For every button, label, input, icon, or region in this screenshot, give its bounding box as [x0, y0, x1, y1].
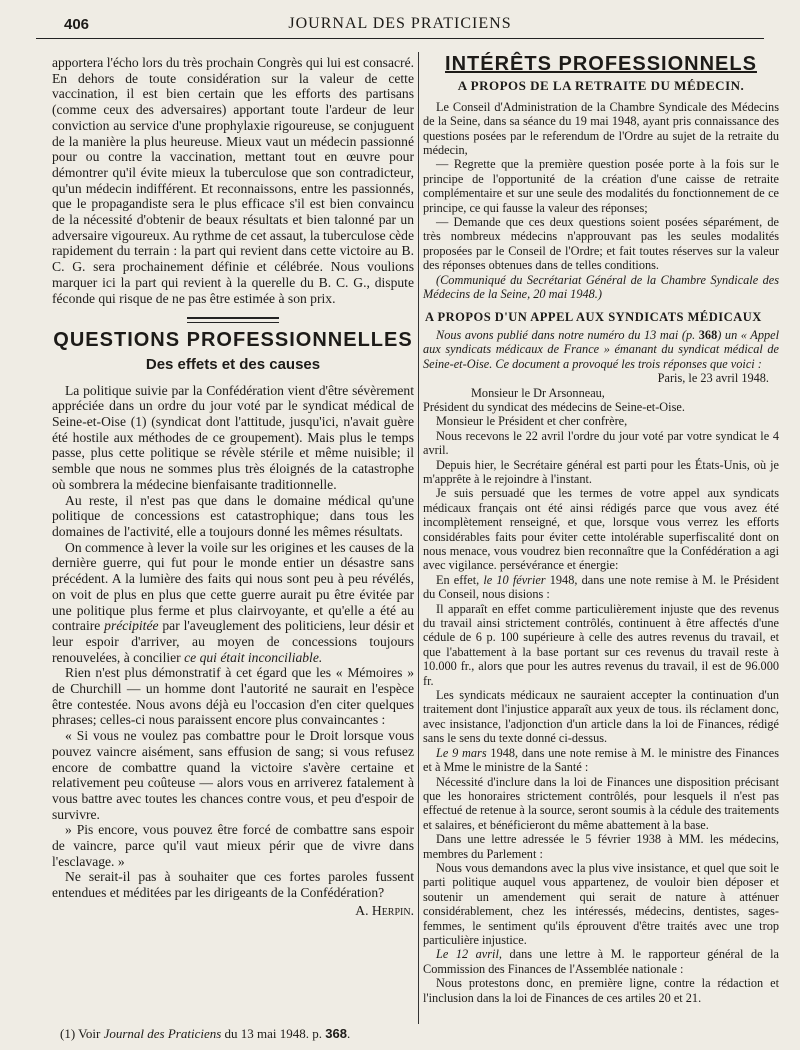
paragraph: Le Conseil d'Administration de la Chambre Syndicale des Médecins de la Seine, dans sa séance du 19 mai 1948, ayant pris connaissance des questions posées par le referendum de l'Ordre au sujet de la retraite du médecin,	[423, 99, 779, 158]
text-run: Nous avons publié dans notre numéro du 13 mai (p.	[436, 327, 699, 342]
paragraph: Je suis persuadé que les termes de votre appel aux syndicats médicaux français ont été ainsi rédigés parce que vous avez été incomplètement renseigné, et que, lorsque vous verrez les efforts considérables faits pour éviter cette intolérable superfiscalité dont on nous menace, vous voudrez bien reconnaître que la Confédération a agi avec vigilance. persévérance et énergie:	[423, 486, 779, 573]
letter-addressee-title: Président du syndicat des médecins de Seine-et-Oise.	[423, 399, 685, 414]
paragraph: — Regrette que la première question posée porte à la fois sur le principe de l'opportunité de la création d'une caisse de retraite complémentaire et sur une seule des modalités du fonctionnement de ce principe, ce qui fausse la valeur des réponses;	[423, 157, 779, 215]
journal-title: JOURNAL DES PRATICIENS	[288, 15, 512, 32]
letter-dateline: Paris, le 23 avril 1948.	[657, 371, 769, 386]
article-title-appel: A PROPOS D'UN APPEL AUX SYNDICATS MÉDICAUX	[425, 309, 762, 324]
section-title-interets: INTÉRÊTS PROFESSIONNELS	[445, 53, 757, 75]
paragraph: Rien n'est plus démonstratif à cet égard que les « Mémoires » de Churchill — un homme dont l'autorité ne saurait en l'espèce être contestée. Nous avons déjà eu l'occasion d'en citer quelques phrases; celles-ci nous paraissent encore plus convaincantes :	[52, 665, 414, 728]
text-run: 1948, dans une note remise à M. le ministre des Finances et à Mme le ministre de la Santé :	[423, 745, 779, 775]
footnote-journal: Journal des Praticiens	[103, 1026, 222, 1041]
article-title: Des effets et des causes	[145, 355, 321, 373]
page-number: 406	[64, 16, 90, 33]
article-title-retraite: A PROPOS DE LA RETRAITE DU MÉDECIN.	[457, 78, 745, 94]
section-title-questions: QUESTIONS PROFESSIONNELLES	[53, 329, 413, 352]
footnote	[60, 1026, 350, 1042]
paragraph: Nécessité d'inclure dans la loi de Finances une disposition précisant que les honoraires strictement contrôlés, pour lesquels il n'est pas effectué de retenue à la source, seront soumis à la cédule des traitements et salaires, et bénéficieront du même abattement à la base.	[423, 774, 779, 832]
paragraph: Au reste, il n'est pas que dans le domaine médical qu'une politique de concessions est catastrophique; dans tous les domaines de l'activité, elle a toujours donné les mêmes résultats.	[52, 492, 414, 539]
quote-paragraph: » Pis encore, vous pouvez être forcé de combattre sans espoir de vaincre, parce qu'il vaut mieux périr que de vivre dans l'esclavage. »	[52, 822, 414, 869]
letter-addressee: Monsieur le Dr Arsonneau,	[471, 385, 605, 400]
communique-note: (Communiqué du Secrétariat Général de la Chambre Syndicale des Médecins de la Seine, 20 mai 1948.)	[423, 272, 779, 302]
text-run: , dans une lettre à M. le rapporteur général de la Commission des Finances de l'Assemblée nationale :	[423, 947, 779, 976]
signature: A. Herpin.	[355, 902, 414, 918]
italic-run: Le 9 mars	[436, 745, 487, 760]
footnote-text: (1) Voir	[60, 1026, 104, 1041]
footnote-text: du 13 mai 1948. p.	[221, 1026, 326, 1041]
paragraph	[423, 573, 779, 602]
text-run: ) un « Appel aux syndicats médicaux de France » émanant du syndicat médical de Seine-et-Oise. Ce document a provoqué les trois réponses que voici :	[423, 327, 779, 371]
paragraph: Il apparaît en effet comme particulièrement injuste que des revenus du travail ainsi strictement contrôlés, continuent à être affectés d'une cédule de 6 p. 100 supérieure à celle des autres revenus du travail, et que l'abattement à la base portant sur ces revenus du travail reste à 10.000 fr., alors que pour les autres revenus du travail, il est de 96.000 fr.	[423, 601, 779, 688]
text-run: 1948, dans une note remise à M. le Président du Conseil, nous disions :	[423, 572, 779, 602]
footnote-text: .	[347, 1026, 351, 1041]
italic-run: ce qui était inconciliable.	[184, 649, 323, 665]
right-column	[423, 55, 779, 1030]
paragraph	[52, 540, 414, 666]
paragraph: Nous vous demandons avec la plus vive insistance, et quel que soit le parti politique auquel vous appartenez, de vouloir bien déposer et soutenir un amendement qui serait de nature à atténuer considérablement, chez les intéressés, médecins, dentistes, sages-femmes, le sentiment qu'ils éprouvent d'être traités avec une trop particulière injustice.	[423, 860, 779, 947]
italic-run: précipitée	[104, 618, 159, 634]
page-ref: 368	[698, 327, 718, 342]
column-divider	[418, 52, 419, 1024]
paragraph	[423, 746, 779, 775]
paragraph: Dans une lettre adressée le 5 février 1938 à MM. les médecins, membres du Parlement :	[423, 832, 779, 861]
paragraph: — Demande que ces deux questions soient posées séparément, de très nombreux médecins n'approuvant pas les seules modalités proposées par le Conseil de l'Ordre; et fait toutes réserves sur la valeur des réponses obtenues dans de telles conditions.	[423, 215, 779, 273]
text-run: par l'aveuglement des politiciens, leur désir et leur espoir d'arriver, au moyen de concessions toujours renouvelées, à concilier	[52, 618, 415, 665]
footnote-page: 368	[325, 1026, 347, 1041]
italic-run: Le 12 avril	[436, 947, 499, 962]
text-run: On commence à lever la voile sur les origines et les causes de la dernière guerre, qui fut pour le monde entier un désastre sans précédent. A la lumière des faits qui nous sont peu à peu révélés, on voit de plus en plus que cette guerre aurait pu être évitée par une politique plus ferme et plus clairvoyante, et qu'elle a été au contraire	[52, 539, 414, 634]
left-column	[52, 55, 414, 1030]
letter-salutation: Monsieur le Président et cher confrère,	[436, 414, 628, 429]
paragraph: Nous recevons le 22 avril l'ordre du jour voté par votre syndicat le 4 avril.	[423, 428, 779, 458]
paragraph: Ne serait-il pas à souhaiter que ces fortes paroles fussent entendues et méditées par les dirigeants de la Confédération?	[52, 869, 414, 901]
section-separator	[187, 317, 279, 323]
paragraph: Depuis hier, le Secrétaire général est parti pour les États-Unis, où je m'apprête à le rejoindre à l'instant.	[423, 457, 779, 486]
paragraph: Nous protestons donc, en première ligne, contre la rédaction et l'inclusion dans la loi de Finances de ces artiles 20 et 21.	[423, 976, 779, 1005]
paragraph: Les syndicats médicaux ne sauraient accepter la continuation d'un traitement dont l'injustice apparaît aux yeux de tous. ils réclament donc, avec insistance, l'adjonction d'un article dans la loi de Finances, rédigé sans le sens du texte donné ci-dessus.	[423, 688, 779, 746]
text-run: En effet,	[436, 572, 484, 587]
paragraph	[423, 947, 779, 976]
italic-run: le 10 février	[483, 572, 546, 587]
paragraph: La politique suivie par la Confédération vient d'être sévèrement appréciée dans un ordre du jour voté par le syndicat médical de Seine-et-Oise (1) (syndicat dont l'attitude, jusqu'ici, n'avait guère été hostile aux méthodes de ce groupement). Mais plus le temps passe, plus cette politique se révèle stérile et même nuisible; il semble que nous ne sommes plus très éloignés de la catastrophe où sombrera la médecine bienfaisante traditionnelle.	[52, 382, 414, 492]
quote-paragraph: « Si vous ne voulez pas combattre pour le Droit lorsque vous pouvez vaincre aisément, sans effusion de sang; si vous refusez encore de combattre quand la victoire s'avère certaine et relativement peu coûteuse — alors vous en arriverez fatalement à vous battre avec toutes les chances contre vous, et peu d'espoir de survivre.	[52, 728, 414, 822]
page-header	[36, 12, 764, 39]
intro-paragraph: apportera l'écho lors du très prochain Congrès qui lui est consacré. En dehors de toute considération sur la valeur de cette vaccination, il est bien certain que les efforts des partisans (comme ceux des adversaires) apportant toute l'ardeur de leur conviction au service d'une prophylaxie rigoureuse, se conjuguent de la manière la plus heureuse. Mieux vaut un médecin passionné pour ou contre la vaccination, mettant tout en œuvre pour démontrer qu'il évite mieux la tuberculose que son contradicteur, qu'un médecin indifférent. Et reconnaissons, entre les passionnés, que le propagandiste sera le plus efficace s'il est bien convaincu de la nécessité d'obtenir de beaux résultats et bien talonné par un adversaire vigoureux. Au rythme de cet assaut, la tuberculose cède rapidement du terrain : la part qui revient dans cette victoire au B. C. G. sera prochainement définie et célébrée. Nous voulions marquer ici la part qui revient à la querelle du B. C. G., dispute féconde qui risque de ne pas être estimée à son prix.	[52, 55, 414, 306]
intro-paragraph	[423, 328, 779, 371]
